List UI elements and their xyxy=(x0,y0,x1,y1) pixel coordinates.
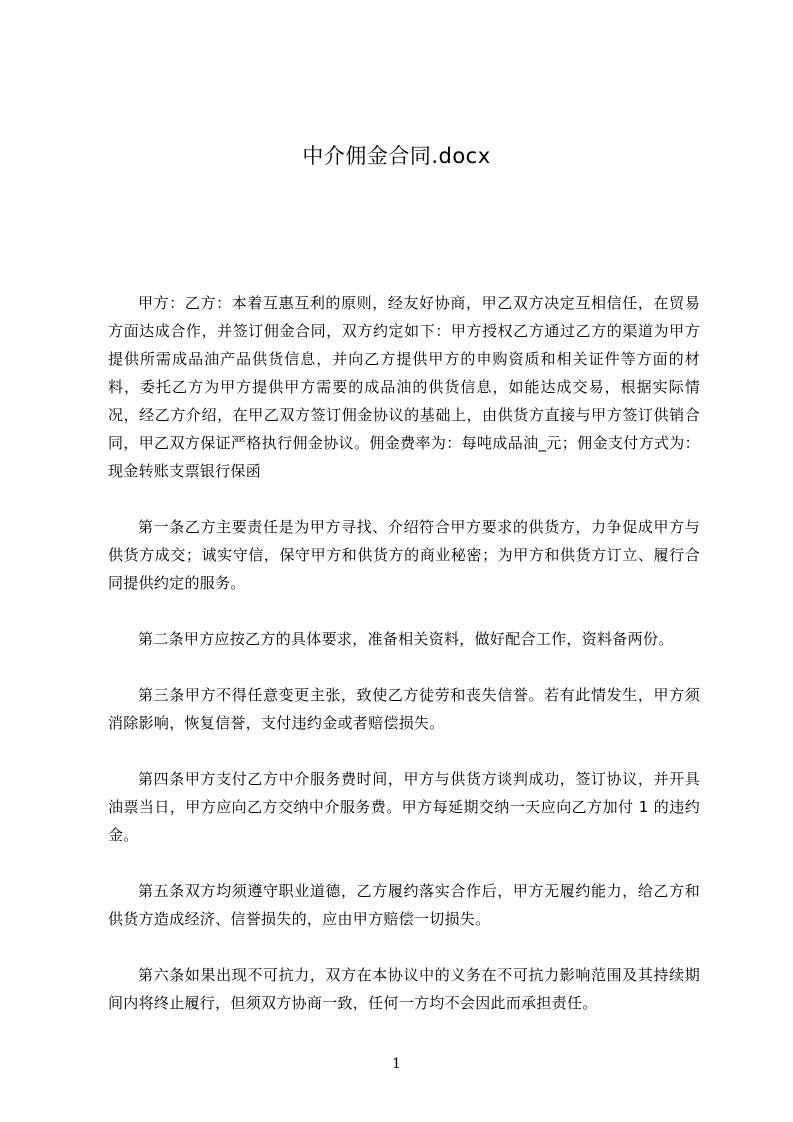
paragraph-article-1: 第一条乙方主要责任是为甲方寻找、介绍符合甲方要求的供货方，力争促成甲方与供货方成交；诚实守信，保守甲方和供货方的商业秘密；为甲方和供货方订立、履行合同提供约定的服务。 xyxy=(108,518,700,592)
paragraph-article-2: 第二条甲方应按乙方的具体要求，准备相关资料，做好配合工作，资料备两份。 xyxy=(138,630,674,648)
paragraph-article-4: 第四条甲方支付乙方中介服务费时间，甲方与供货方谈判成功，签订协议，并开具油票当日，甲方应向乙方交纳中介服务费。甲方每延期交纳一天应向乙方加付 1 的违约金。 xyxy=(108,770,700,844)
paragraph-article-3: 第三条甲方不得任意变更主张，致使乙方徒劳和丧失信誉。若有此情发生，甲方须消除影响，恢复信誉，支付违约金或者赔偿损失。 xyxy=(108,686,700,732)
document-title: 中介佣金合同.docx xyxy=(302,144,491,168)
paragraph-article-6: 第六条如果出现不可抗力，双方在本协议中的义务在不可抗力影响范围及其持续期间内将终止履行，但须双方协商一致，任何一方均不会因此而承担责任。 xyxy=(108,966,700,1012)
paragraph-preamble: 甲方：乙方：本着互惠互利的原则，经友好协商，甲乙双方决定互相信任，在贸易方面达成合作，并签订佣金合同，双方约定如下：甲方授权乙方通过乙方的渠道为甲方提供所需成品油产品供货信息，并向乙方提供甲方的申购资质和相关证件等方面的材料，委托乙方为甲方提供甲方需要的成品油的供货信息，如能达成交易，根据实际情况，经乙方介绍，在甲乙双方签订佣金协议的基础上，由供货方直接与甲方签订供销合同，甲乙双方保证严格执行佣金协议。佣金费率为：每吨成品油_元；佣金支付方式为：现金转账支票银行保函 xyxy=(108,294,700,480)
document-body xyxy=(108,289,700,1045)
page-number: 1 xyxy=(392,1056,401,1072)
paragraph-article-5: 第五条双方均须遵守职业道德，乙方履约落实合作后，甲方无履约能力，给乙方和供货方造成经济、信誉损失的，应由甲方赔偿一切损失。 xyxy=(108,882,700,928)
